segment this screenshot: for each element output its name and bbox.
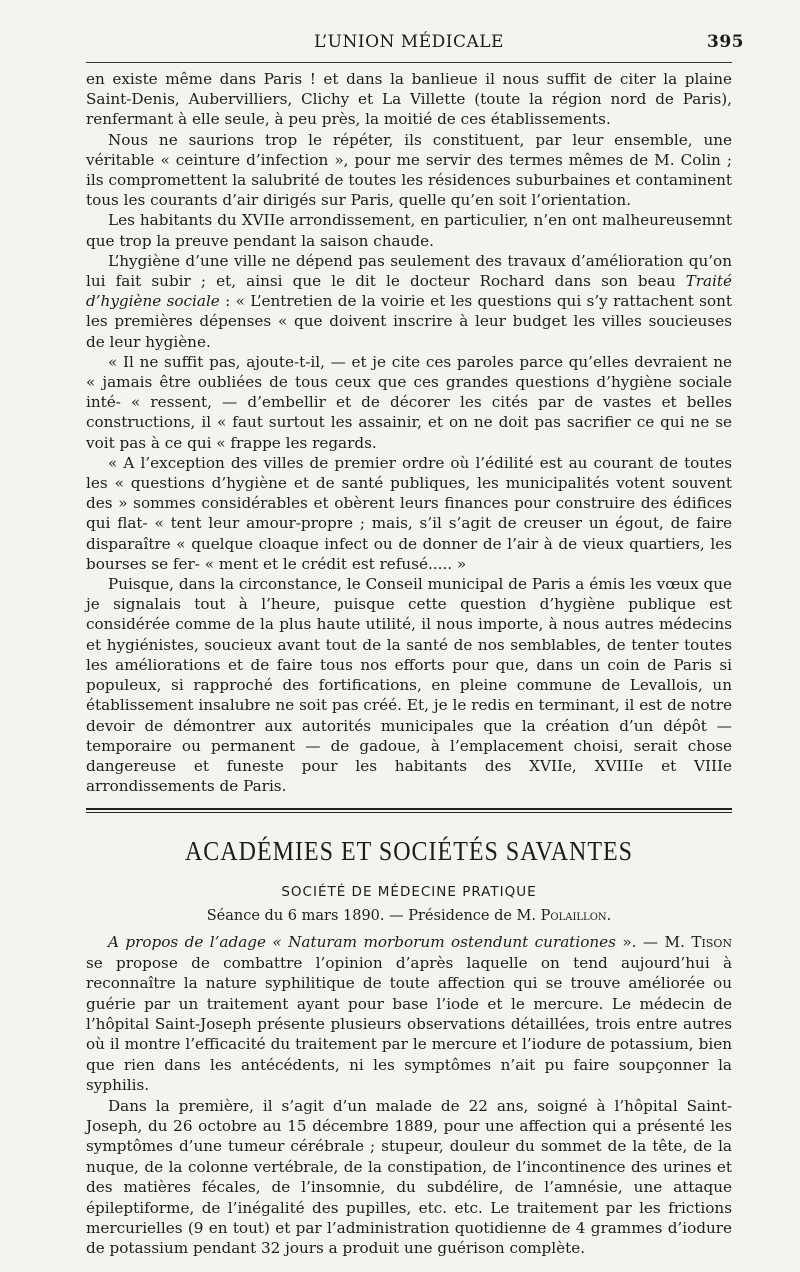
section-title: ACADÉMIES ET SOCIÉTÉS SAVANTES	[184, 837, 634, 868]
paragraph: Les habitants du XVIIe arrondissement, en particulier, n’en ont malheureusemnt que trop la preuve pendant la saison chaude.	[86, 211, 732, 250]
seance-end: .	[606, 908, 612, 925]
paragraph	[86, 251, 732, 352]
paragraph: en existe même dans Paris ! et dans la banlieue il nous suffit de citer la plaine Saint-Denis, Aubervilliers, Clichy et La Villette (toute la région nord de Paris), renfermant à elle seule, à peu près, la moitié de ces établissements.	[86, 70, 732, 129]
article-hygiene	[86, 69, 732, 796]
paragraph: Nous ne saurions trop le répéter, ils constituent, par leur ensemble, une véritable « ceinture d’infection », pour me servir des termes mêmes de M. Colin ; ils compromettent la salubrité de toutes les résidences suburbaines et contaminent tous les courants d’air dirigés sur Paris, quelle qu’en soit l’orientation.	[86, 130, 732, 210]
paragraph: Dans la première, il s’agit d’un malade de 22 ans, soigné à l’hôpital Saint-Joseph, du 26 octobre au 15 décembre 1889, pour une affection qui a présenté les symptômes d’une tumeur cérébrale ; stupeur, douleur du sommet de la tête, de la nuque, de la colonne vertébrale, de la constipation, de l’incontinence des urines et des matières fécales, de l’insomnie, du subdélire, de l’amnésie, une attaque épileptiforme, de l’inégalité des pupilles, etc. etc. Le traitement par les frictions mercurielles (9 en tout) et par l’administration quotidienne de 4 grammes d’iodure de potassium pendant 32 jours a produit une guérison complète.	[86, 1096, 732, 1258]
paragraph-text: L’hygiène d’une ville ne dépend pas seulement des travaux d’amélioration qu’on lui fait subir ; et, ainsi que le dit le docteur Rochard dans son beau	[86, 251, 732, 291]
paragraph-text: se propose de combattre l’opinion d’après laquelle on tend aujourd’hui à reconnaître la nature syphilitique de toute affection qui se trouve améliorée ou guérie par un traitement ayant pour base l’iode et le mercure. Le médecin de l’hôpital Saint-Joseph présente plusieurs observations détaillées, trois entre autres où il montre l’efficacité du traitement par le mercure et l’iodure de potassium, bien que rien dans les antécédents, ni les symptômes n’ait pu faire soupçonner la syphilis.	[86, 953, 732, 1095]
author-prefix: — M.	[636, 933, 692, 952]
lead-title: A propos de l’adage «	[108, 933, 289, 952]
journal-title: L’UNION MÉDICALE	[314, 32, 504, 52]
society-heading: SOCIÉTÉ DE MÉDECINE PRATIQUE	[281, 884, 537, 901]
paragraph: Puisque, dans la circonstance, le Conseil municipal de Paris a émis les vœux que je signalais tout à l’heure, puisque cette question d’hygiène publique est considérée comme de la plus haute utilité, il nous importe, à nous autres médecins et hygiénistes, soucieux avant tout de la santé de nos semblables, de tenter toutes les améliorations et de faire tous nos efforts pour que, dans un coin de Paris si populeux, si rapproché des fortifications, en pleine commune de Levallois, un établissement insalubre ne soit pas créé. Et, je le redis en terminant, il est de notre devoir de démontrer aux autorités municipales que la création d’un dépôt — temporaire ou permanent — de gadoue, à l’emplacement choisi, serait chose dangereuse et funeste pour les habitants des XVIIe, XVIIIe et VIIIe arrondissements de Paris.	[86, 575, 732, 796]
page-number: 395	[707, 32, 744, 52]
quote-paragraph: « A l’exception des villes de premier ordre où l’édilité est au courant de toutes les « questions d’hygiène et de santé publiques, les municipalités votent souvent des » sommes considérables et obèrent leurs finances pour construire des édifices qui flat- « tent leur amour-propre ; mais, s’il s’agit de creuser un égout, de faire disparaître « quelque cloaque infect ou de donner de l’air à de vieux quartiers, les bourses se fer- « ment et le crédit est refusé..... »	[86, 453, 732, 573]
seance-line	[86, 908, 732, 924]
latin-adage: Naturam morborum ostendunt curationes	[288, 933, 616, 952]
running-head	[86, 28, 744, 56]
paragraph	[86, 932, 732, 1095]
section-divider	[86, 808, 732, 813]
header-rule	[86, 62, 732, 63]
president-name: Polaillon	[540, 908, 607, 925]
author-name: Tison	[691, 933, 732, 952]
seance-text: Séance du 6 mars 1890. — Présidence de M.	[206, 908, 541, 925]
paragraph-text: : « L’entretien de la voirie et les questions qui s’y rattachent sont les premières dépenses « que doivent inscrire à leur budget les villes soucieuses de leur hygiène.	[86, 292, 732, 351]
article-societe	[86, 932, 732, 1259]
quote-paragraph: « Il ne suffit pas, ajoute-t-il, — et je cite ces paroles parce qu’elles devraient ne « jamais être oubliées de tous ceux que ces grandes questions d’hygiène sociale inté- « ressent, — d’embellir et de décorer les cités par de vastes et belles constructions, il « faut surtout les assainir, et on ne doit pas sacrifier ce qui ne se voit pas à ce qui « frappe les regards.	[86, 352, 732, 452]
journal-page	[86, 28, 744, 1259]
lead-close: ».	[615, 933, 637, 952]
book-title: Traité d’hygiène sociale	[86, 272, 732, 311]
